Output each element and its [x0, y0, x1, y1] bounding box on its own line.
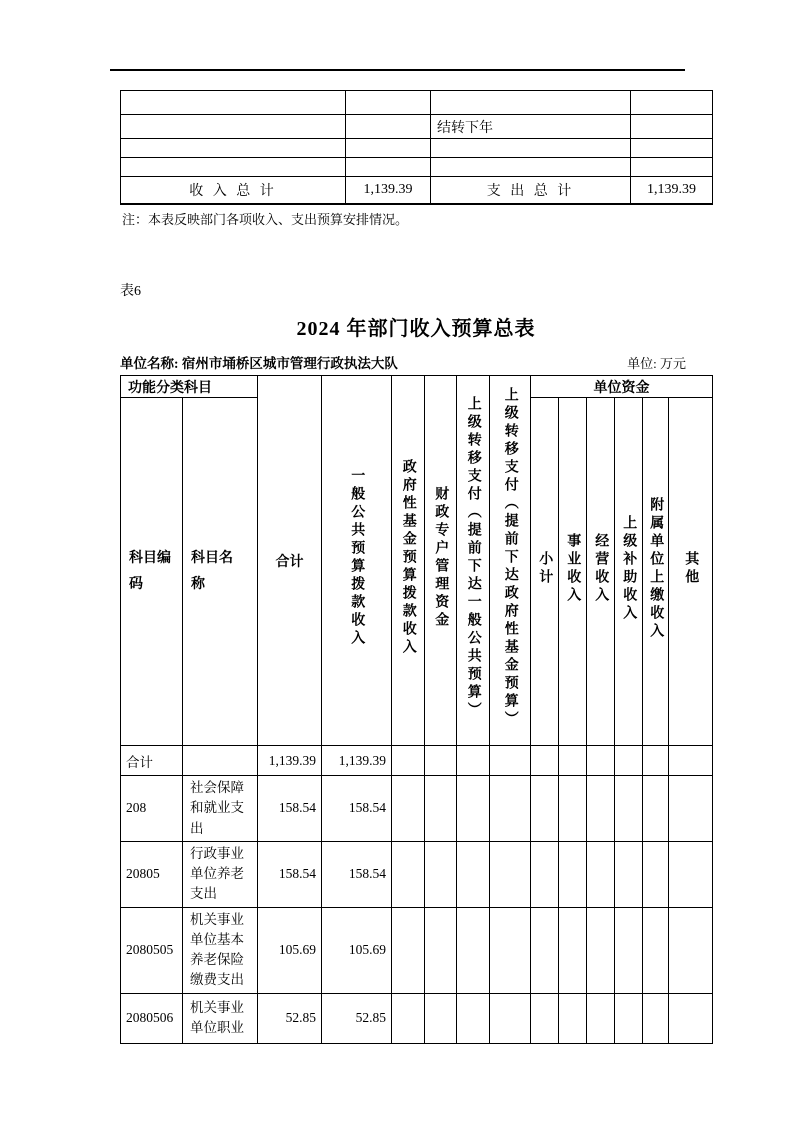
header-transfer-general	[457, 376, 490, 746]
cell-operating-income	[587, 746, 615, 776]
header-general-budget	[322, 376, 392, 746]
header-row-1	[121, 376, 713, 398]
header-business-income	[559, 398, 587, 746]
unit-name-label: 单位名称:	[120, 356, 179, 371]
header-superior-subsidy-income	[615, 398, 643, 746]
cell-fiscal-account	[425, 776, 457, 842]
cell-other	[669, 907, 713, 993]
cell-fiscal-account	[425, 907, 457, 993]
table-row	[121, 115, 713, 139]
cell-affiliated-remit	[643, 907, 669, 993]
cell-name: 行政事业单位养老支出	[183, 841, 258, 907]
cell-affiliated-remit	[643, 746, 669, 776]
cell-expense-label	[431, 91, 631, 115]
header-superior-subsidy-income-text: 上级补助收入	[621, 515, 637, 623]
header-subtotal-text: 小计	[537, 551, 553, 587]
cell-affiliated-remit	[643, 993, 669, 1043]
cell-income-value	[346, 158, 431, 177]
income-budget-table	[120, 375, 713, 1044]
cell-general-budget: 158.54	[322, 841, 392, 907]
header-other	[669, 398, 713, 746]
cell-expense-value	[631, 158, 713, 177]
cell-affiliated-remit	[643, 776, 669, 842]
header-subject-code-text: 科目编码	[129, 551, 171, 592]
cell-transfer-gov-fund	[490, 746, 531, 776]
cell-code: 208	[121, 776, 183, 842]
cell-general-budget: 52.85	[322, 993, 392, 1043]
header-operating-income	[587, 398, 615, 746]
table-row	[121, 91, 713, 115]
page-title: 2024 年部门收入预算总表	[296, 318, 536, 340]
header-affiliated-remit-income-text: 附属单位上缴收入	[648, 497, 664, 641]
cell-carryover-label: 结转下年	[431, 115, 631, 139]
cell-business-income	[559, 776, 587, 842]
cell-expense-total-label: 支 出 总 计	[431, 177, 631, 204]
cell-total: 158.54	[258, 841, 322, 907]
data-row	[121, 841, 713, 907]
cell-name: 机关事业单位职业	[183, 993, 258, 1043]
cell-name	[183, 746, 258, 776]
cell-expense-value	[631, 115, 713, 139]
header-unit-funds: 单位资金	[531, 376, 713, 398]
cell-subtotal	[531, 907, 559, 993]
page-header-rule	[110, 69, 685, 71]
header-fiscal-account-text: 财政专户管理资金	[433, 486, 449, 630]
header-subtotal	[531, 398, 559, 746]
cell-total: 1,139.39	[258, 746, 322, 776]
header-subject-name	[183, 398, 258, 746]
cell-superior-subsidy	[615, 776, 643, 842]
cell-total: 158.54	[258, 776, 322, 842]
header-transfer-general-text: 上级转移支付（提前下达一般公共预算）	[465, 396, 481, 720]
header-func-class: 功能分类科目	[121, 376, 258, 398]
unit-info-line	[120, 352, 712, 372]
cell-income-label	[121, 91, 346, 115]
unit-name-value: 宿州市埇桥区城市管理行政执法大队	[181, 356, 398, 371]
cell-transfer-general	[457, 841, 490, 907]
cell-operating-income	[587, 993, 615, 1043]
cell-business-income	[559, 907, 587, 993]
table-row	[121, 158, 713, 177]
header-operating-income-text: 经营收入	[593, 533, 609, 605]
cell-code: 20805	[121, 841, 183, 907]
data-row	[121, 993, 713, 1043]
table-number-label: 表6	[120, 284, 141, 299]
header-business-income-text: 事业收入	[565, 533, 581, 605]
data-row	[121, 907, 713, 993]
cell-affiliated-remit	[643, 841, 669, 907]
cell-income-total-label: 收 入 总 计	[121, 177, 346, 204]
header-total: 合计	[258, 376, 322, 746]
cell-subtotal	[531, 776, 559, 842]
header-other-text: 其他	[683, 551, 699, 587]
table-note: 注：本表反映部门各项收入、支出预算安排情况。	[122, 212, 409, 227]
totals-row	[121, 177, 713, 204]
header-general-budget-text: 一般公共预算拨款收入	[349, 468, 365, 648]
cell-transfer-gov-fund	[490, 841, 531, 907]
header-subject-name-text: 科目名称	[191, 551, 233, 592]
cell-income-value	[346, 115, 431, 139]
cell-superior-subsidy	[615, 841, 643, 907]
cell-expense-value	[631, 91, 713, 115]
cell-total: 105.69	[258, 907, 322, 993]
cell-operating-income	[587, 776, 615, 842]
header-affiliated-remit-income	[643, 398, 669, 746]
cell-income-label	[121, 158, 346, 177]
cell-general-budget: 1,139.39	[322, 746, 392, 776]
cell-income-value	[346, 91, 431, 115]
cell-expense-value	[631, 139, 713, 158]
unit-name	[120, 352, 398, 372]
cell-subtotal	[531, 993, 559, 1043]
data-row-total	[121, 746, 713, 776]
table-row	[121, 139, 713, 158]
cell-transfer-general	[457, 776, 490, 842]
cell-business-income	[559, 746, 587, 776]
cell-subtotal	[531, 841, 559, 907]
header-fiscal-account	[425, 376, 457, 746]
cell-fiscal-account	[425, 746, 457, 776]
header-gov-fund-budget-text: 政府性基金预算拨款收入	[400, 459, 416, 657]
data-row	[121, 776, 713, 842]
cell-total: 52.85	[258, 993, 322, 1043]
cell-superior-subsidy	[615, 907, 643, 993]
cell-income-total-value: 1,139.39	[346, 177, 431, 204]
cell-fiscal-account	[425, 841, 457, 907]
cell-business-income	[559, 841, 587, 907]
cell-gov-fund	[392, 841, 425, 907]
cell-expense-label	[431, 158, 631, 177]
header-transfer-gov-fund-text: 上级转移支付（提前下达政府性基金预算）	[502, 387, 518, 729]
cell-gov-fund	[392, 907, 425, 993]
cell-gov-fund	[392, 776, 425, 842]
cell-transfer-general	[457, 907, 490, 993]
cell-operating-income	[587, 907, 615, 993]
cell-name: 机关事业单位基本养老保险缴费支出	[183, 907, 258, 993]
cell-expense-total-value: 1,139.39	[631, 177, 713, 204]
cell-general-budget: 105.69	[322, 907, 392, 993]
cell-other	[669, 841, 713, 907]
header-gov-fund-budget	[392, 376, 425, 746]
cell-superior-subsidy	[615, 993, 643, 1043]
cell-other	[669, 993, 713, 1043]
cell-name: 社会保障和就业支出	[183, 776, 258, 842]
cell-transfer-gov-fund	[490, 776, 531, 842]
cell-code: 2080505	[121, 907, 183, 993]
cell-transfer-general	[457, 993, 490, 1043]
cell-code: 2080506	[121, 993, 183, 1043]
cell-business-income	[559, 993, 587, 1043]
cell-transfer-gov-fund	[490, 907, 531, 993]
summary-continuation-table	[120, 90, 713, 205]
cell-other	[669, 746, 713, 776]
header-subject-code	[121, 398, 183, 746]
cell-superior-subsidy	[615, 746, 643, 776]
cell-income-label	[121, 115, 346, 139]
cell-expense-label	[431, 139, 631, 158]
cell-code: 合计	[121, 746, 183, 776]
cell-other	[669, 776, 713, 842]
cell-income-value	[346, 139, 431, 158]
cell-gov-fund	[392, 746, 425, 776]
cell-gov-fund	[392, 993, 425, 1043]
cell-general-budget: 158.54	[322, 776, 392, 842]
header-transfer-gov-fund	[490, 376, 531, 746]
unit-of-measure: 单位: 万元	[627, 356, 686, 371]
cell-transfer-gov-fund	[490, 993, 531, 1043]
cell-transfer-general	[457, 746, 490, 776]
cell-subtotal	[531, 746, 559, 776]
cell-fiscal-account	[425, 993, 457, 1043]
cell-operating-income	[587, 841, 615, 907]
cell-income-label	[121, 139, 346, 158]
